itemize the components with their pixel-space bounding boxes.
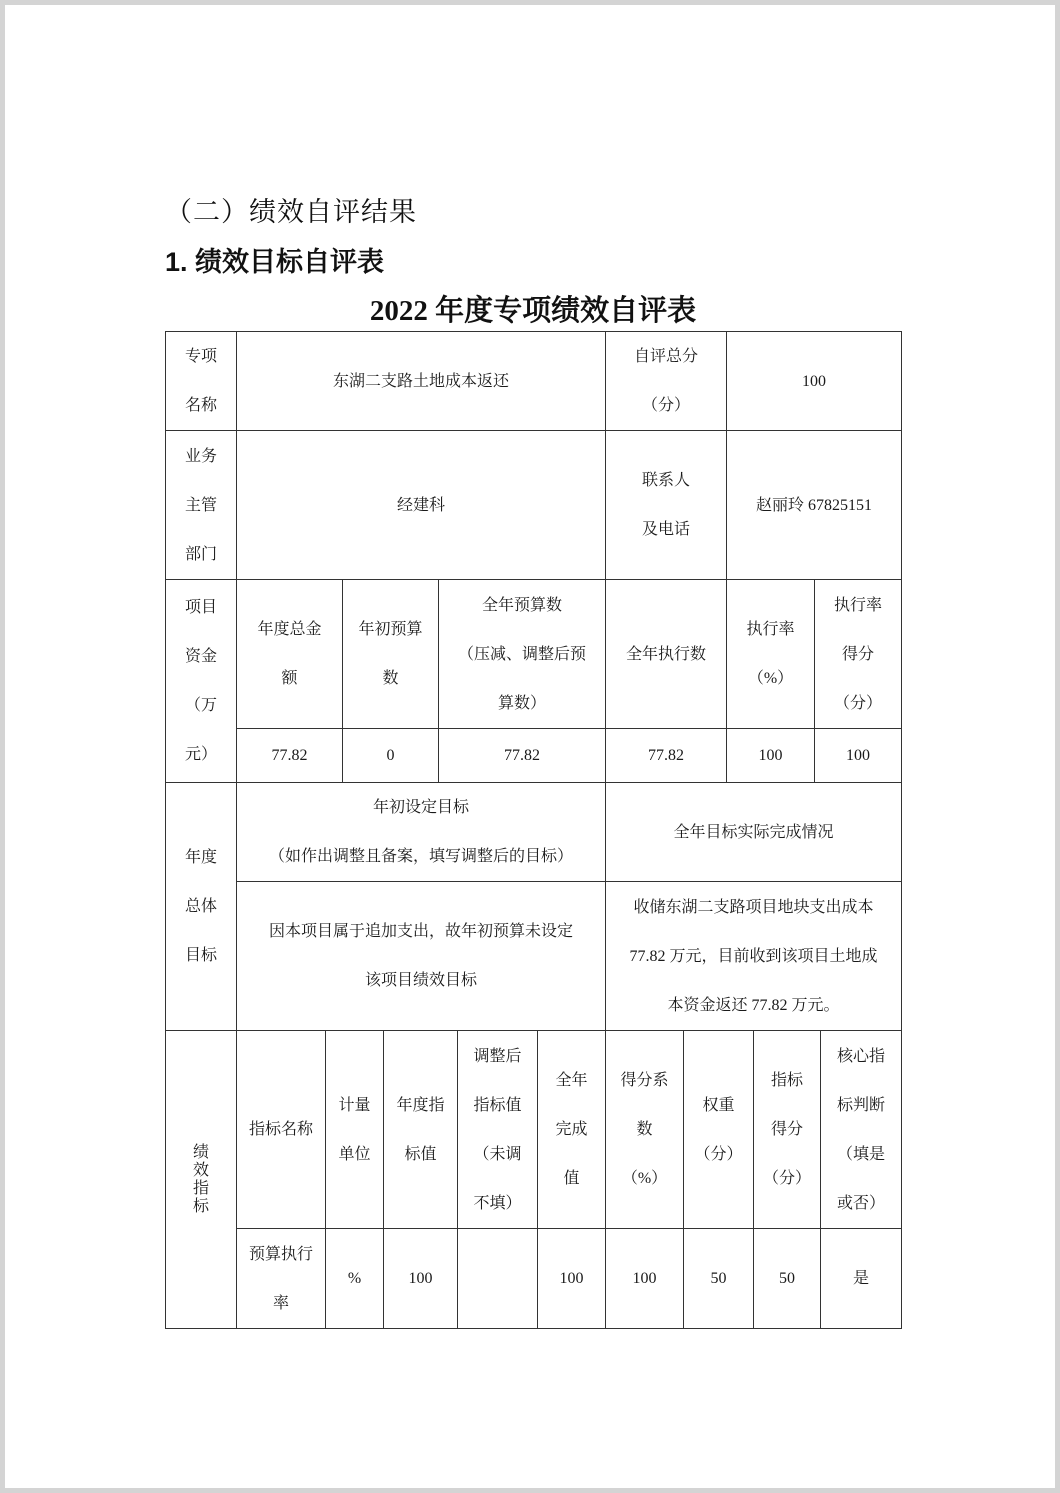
indicator-name-value: 预算执行率 xyxy=(249,1245,314,1312)
indicator-weight-header: 权重（分） xyxy=(694,1096,743,1163)
actual-completion-text: 收储东湖二支路项目地块支出成本 77.82 万元，目前收到该项目土地成本资金返还 77.82 万元。 xyxy=(629,898,878,1014)
initial-target-header: 年初设定目标 xyxy=(372,799,469,816)
self-score-value: 100 xyxy=(802,372,826,390)
indicator-header-score-coefficient xyxy=(605,1030,684,1229)
funds-value-execution-rate-score xyxy=(814,728,902,783)
indicator-score-coefficient-value: 100 xyxy=(632,1270,657,1287)
indicator-score-unit: （分） xyxy=(762,1170,811,1187)
self-score-value-cell xyxy=(726,331,902,431)
annual-total-header: 年度总金额 xyxy=(257,621,322,687)
table-row xyxy=(236,1228,326,1329)
funds-header-full-year-executed xyxy=(605,579,727,729)
funds-value-execution-rate xyxy=(726,728,815,783)
department-label: 业务主管部门 xyxy=(185,447,218,563)
self-score-label-cell xyxy=(605,331,727,431)
department-label-cell xyxy=(165,430,237,580)
actual-completion-header: 全年目标实际完成情况 xyxy=(673,823,834,841)
initial-target-text: 因本项目属于追加支出，故年初预算未设定该项目绩效目标 xyxy=(269,923,574,989)
indicator-completed-value: 100 xyxy=(559,1270,584,1287)
indicator-score-cell xyxy=(753,1228,821,1329)
initial-target-header-cell xyxy=(236,782,606,882)
funds-header-annual-total xyxy=(236,579,343,729)
indicator-header-weight xyxy=(683,1030,754,1229)
indicators-label-cell xyxy=(165,1030,237,1329)
self-score-label: 自评总分（分） xyxy=(634,348,699,414)
contact-label-cell xyxy=(605,430,727,580)
indicator-header-unit xyxy=(325,1030,384,1229)
initial-budget-value: 0 xyxy=(386,747,395,764)
indicator-header-core-judgement xyxy=(820,1030,902,1229)
full-year-budget-header: 全年预算数 xyxy=(481,596,562,614)
indicator-completed-value-cell xyxy=(537,1228,606,1329)
indicator-core-judgement-header: 核心指标判断（填是或否） xyxy=(837,1047,886,1212)
indicator-score-coefficient-cell xyxy=(605,1228,684,1329)
project-name-value: 东湖二支路土地成本返还 xyxy=(332,372,509,390)
indicator-annual-value-header: 年度指标值 xyxy=(396,1096,445,1163)
indicator-unit-value: % xyxy=(347,1270,362,1287)
indicator-header-name xyxy=(236,1030,326,1229)
funds-label-cell xyxy=(165,579,237,783)
indicator-header-completed-value xyxy=(537,1030,606,1229)
self-evaluation-table xyxy=(165,331,902,1329)
indicator-weight-value: 50 xyxy=(710,1270,727,1287)
indicator-score-coefficient-header: 得分系数（%） xyxy=(620,1072,669,1187)
funds-value-annual-total xyxy=(236,728,343,783)
funds-label: 项目资金（万元） xyxy=(185,599,218,763)
execution-rate-score-value: 100 xyxy=(846,747,870,764)
funds-value-full-year-budget xyxy=(438,728,606,783)
funds-value-initial-budget xyxy=(342,728,439,783)
section-heading: （二）绩效自评结果 xyxy=(165,197,417,227)
full-year-budget-value: 77.82 xyxy=(504,747,540,764)
sub-heading: 1. 绩效目标自评表 xyxy=(165,247,385,277)
contact-value-cell xyxy=(726,430,902,580)
annual-goals-label-cell xyxy=(165,782,237,1031)
funds-header-full-year-budget xyxy=(438,579,606,729)
indicator-score-value: 50 xyxy=(779,1270,795,1287)
indicator-annual-value: 100 xyxy=(408,1270,433,1287)
indicator-adjusted-value-header: 调整后指标值（未调不填） xyxy=(473,1047,522,1212)
actual-completion-header-cell xyxy=(605,782,902,882)
indicator-weight-cell xyxy=(683,1228,754,1329)
initial-budget-header: 年初预算数 xyxy=(358,621,423,687)
funds-header-initial-budget xyxy=(342,579,439,729)
table-title: 2022 年度专项绩效自评表 xyxy=(369,295,697,327)
funds-header-execution-rate-score xyxy=(814,579,902,729)
indicators-label: 绩效指标 xyxy=(193,1143,210,1215)
initial-target-text-cell xyxy=(236,881,606,1031)
project-name-label-cell xyxy=(165,331,237,431)
project-name-label: 专项名称 xyxy=(185,348,218,414)
execution-rate-value: 100 xyxy=(758,747,783,764)
execution-rate-score-header: 执行率得分（分） xyxy=(834,596,883,712)
indicator-header-annual-value xyxy=(383,1030,458,1229)
annual-total-value: 77.82 xyxy=(271,747,308,764)
indicator-completed-value-header: 全年完成值 xyxy=(555,1072,588,1187)
indicator-annual-value-cell xyxy=(383,1228,458,1329)
department-value: 经建科 xyxy=(396,496,445,514)
project-name-value-cell xyxy=(236,331,606,431)
full-year-budget-note: （压减、调整后预算数） xyxy=(458,645,587,712)
indicator-name-header: 指标名称 xyxy=(248,1121,313,1138)
full-year-executed-header: 全年执行数 xyxy=(625,645,706,663)
indicator-score-header: 指标得分 xyxy=(771,1072,804,1138)
actual-completion-text-cell xyxy=(605,881,902,1031)
indicator-adjusted-value-cell xyxy=(457,1228,538,1329)
contact-value: 赵丽玲 67825151 xyxy=(755,496,872,514)
full-year-executed-value: 77.82 xyxy=(648,747,684,764)
indicator-header-score xyxy=(753,1030,821,1229)
funds-header-execution-rate xyxy=(726,579,815,729)
department-value-cell xyxy=(236,430,606,580)
funds-value-full-year-executed xyxy=(605,728,727,783)
indicator-core-cell xyxy=(820,1228,902,1329)
contact-label: 联系人及电话 xyxy=(642,472,691,538)
indicator-unit-header: 计量单位 xyxy=(338,1096,371,1163)
initial-target-note: （如作出调整且备案，填写调整后的目标） xyxy=(268,848,573,865)
indicator-header-adjusted-value xyxy=(457,1030,538,1229)
annual-goals-label: 年度总体目标 xyxy=(185,849,218,964)
indicator-unit-cell xyxy=(325,1228,384,1329)
execution-rate-header: 执行率（%） xyxy=(746,621,795,687)
indicator-core-value: 是 xyxy=(852,1270,869,1287)
